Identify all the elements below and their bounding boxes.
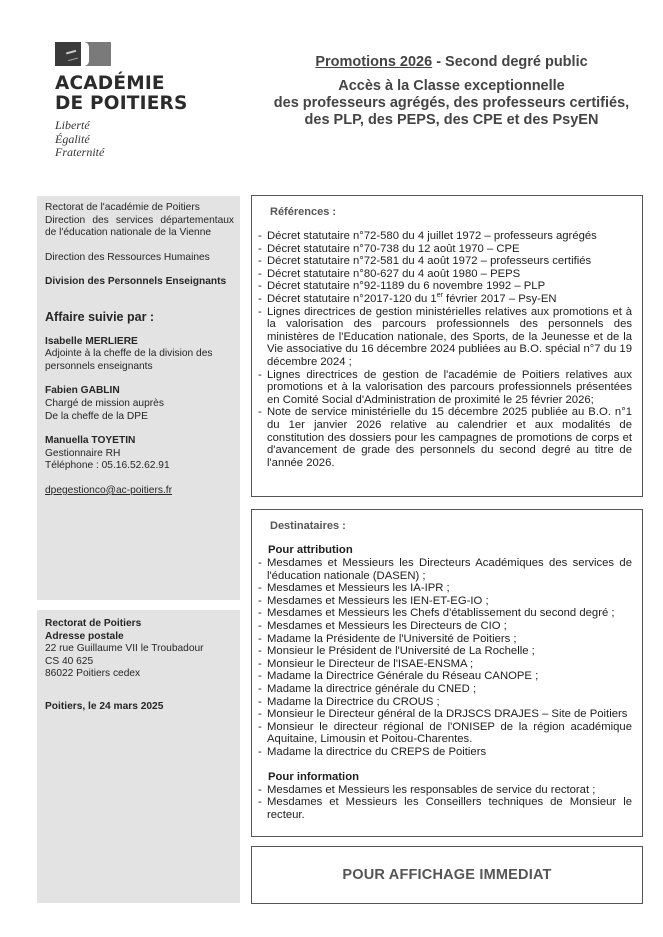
division-label: Division des Personnels Enseignants <box>45 276 227 288</box>
recipient-item: - Madame la Directrice du CROUS ; <box>258 695 440 708</box>
contact-toyetin: Manuella TOYETIN Gestionnaire RH Téléphone : 05.16.52.62.91 <box>45 435 234 473</box>
recipient-item: - Monsieur le directeur régional de l'ONISEP de la région académique Aquitaine, Limousin et Poitou-Charentes. <box>258 720 632 746</box>
pour-information-heading: Pour information <box>268 770 359 783</box>
recipient-item: - Mesdames et Messieurs les Chefs d'établissement du second degré ; <box>258 607 615 620</box>
affichage-notice: POUR AFFICHAGE IMMEDIAT <box>342 867 552 883</box>
affaire-suivie-heading: Affaire suivie par : <box>45 309 155 324</box>
destinataires-box <box>251 509 643 837</box>
contact-merliere: Isabelle MERLIERE Adjointe à la cheffe de la division des personnels enseignants <box>45 335 213 372</box>
destinataires-title: Destinataires : <box>270 520 346 532</box>
recipient-item: - Madame la Présidente de l'Université de Poitiers ; <box>258 632 517 645</box>
information-list <box>258 784 632 822</box>
header-subject: Promotions 2026 - Second degré public <box>315 54 588 70</box>
recipient-item: - Mesdames et Messieurs les IEN-ET-EG-IO ; <box>258 594 489 607</box>
direction-label: Direction des Ressources Humaines <box>45 251 210 263</box>
recipient-item: - Monsieur le Président de l'Université de La Rochelle ; <box>258 645 535 658</box>
reference-item: - Note de service ministérielle du 15 décembre 2025 publiée au B.O. n°1 du 1er janvier 2026 relative au calendrier et aux modalités de constitution des dossiers pour les campagnes de promotions de corps et d'avancement de grade des personnels du second degré au titre de l'année 2026. <box>258 406 632 469</box>
recipient-item: - Monsieur le Directeur général de la DRJSCS DRAJES – Site de Poitiers <box>258 708 628 721</box>
recipient-item: - Mesdames et Messieurs les Conseillers techniques de Monsieur le recteur. <box>258 796 632 821</box>
affichage-box <box>251 846 643 904</box>
references-box <box>251 195 643 497</box>
recipient-item: - Monsieur le Directeur de l'ISAE-ENSMA ; <box>258 657 474 670</box>
document-date: Poitiers, le 24 mars 2025 <box>45 700 164 712</box>
recipient-item: - Madame la directrice du CREPS de Poitiers <box>258 745 487 758</box>
pour-attribution-heading: Pour attribution <box>268 544 353 556</box>
recipient-item: - Madame la Directrice Générale du Réseau CANOPE ; <box>258 670 539 683</box>
email-link[interactable]: dpegestionco@ac-poitiers.fr <box>45 484 172 496</box>
marianne-logo-icon <box>55 42 113 66</box>
reference-item: - Décret statutaire n°70-738 du 12 août 1970 – CPE <box>258 242 520 255</box>
references-list <box>258 230 632 469</box>
sender-sidebar: Rectorat de l'académie de Poitiers Direction des services départementaux de l'éducation nationale de la Vienne Direction des Ressources Humaines Division des Personnels Enseignants Affaire suivie par : Isabelle MERLIERE Adjointe à la cheffe de la division des personnels enseignants Fabien GABLIN Chargé de mission auprès De la cheffe de la DPE Manuella TOYETIN Gestionnaire RH Téléphone : 05.16.52.62.91 dpegestionco@ac-poitiers.fr <box>37 196 240 600</box>
address-sidebar: Rectorat de Poitiers Adresse postale 22 rue Guillaume VII le Troubadour CS 40 625 86022 Poitiers cedex Poitiers, le 24 mars 2025 <box>37 610 240 903</box>
reference-item: - Décret statutaire n°92-1189 du 6 novembre 1992 – PLP <box>258 280 546 293</box>
recipient-item: - Mesdames et Messieurs les responsables de service du rectorat ; <box>258 783 596 796</box>
recipient-item: - Madame la directrice générale du CNED ; <box>258 682 477 695</box>
reference-item: - Décret statutaire n°80-627 du 4 août 1980 – PEPS <box>258 267 521 280</box>
document-header <box>240 54 663 129</box>
phone-number: Téléphone : 05.16.52.62.91 <box>45 460 170 472</box>
reference-item: - Décret statutaire n°72-580 du 4 juillet 1972 – professeurs agrégés <box>258 230 597 242</box>
reference-item: - Lignes directrices de gestion ministérielles relatives aux promotions et à la valorisation des parcours professionnels des personnels des ministères de l'Education nationale, des Sports, de la Jeunesse et de la Vie associative du 16 décembre 2024 publiées au B.O. spécial n°7 du 19 décembre 2024 ; <box>258 305 632 368</box>
recipient-item: - Mesdames et Messieurs les IA-IPR ; <box>258 582 450 595</box>
recipient-item: - Mesdames et Messieurs les Directeurs de CIO ; <box>258 619 507 632</box>
attribution-list <box>258 557 632 759</box>
academie-logo <box>55 42 235 160</box>
recipient-item: - Mesdames et Messieurs les Directeurs Académiques des services de l'éducation nationale (DASEN) ; <box>258 557 632 582</box>
reference-item: - Décret statutaire n°2017-120 du 1er février 2017 – Psy-EN <box>258 292 557 305</box>
references-title: Références : <box>270 206 337 218</box>
devise: Liberté Égalité Fraternité <box>55 118 105 159</box>
academie-name: ACADÉMIE DE POITIERS <box>55 73 188 114</box>
document-title: Accès à la Classe exceptionnelle des professeurs agrégés, des professeurs certifiés, des PLP, des PEPS, des CPE et des PsyEN <box>273 78 630 128</box>
reference-item: - Lignes directrices de gestion de l'académie de Poitiers relatives aux promotions et à la valorisation des parcours professionnels présentées en Comité Social d'Administration de proximité le 25 février 2026; <box>258 368 632 406</box>
reference-item: - Décret statutaire n°72-581 du 4 août 1972 – professeurs certifiés <box>258 255 592 268</box>
contact-gablin: Fabien GABLIN Chargé de mission auprès De la cheffe de la DPE <box>45 385 164 422</box>
